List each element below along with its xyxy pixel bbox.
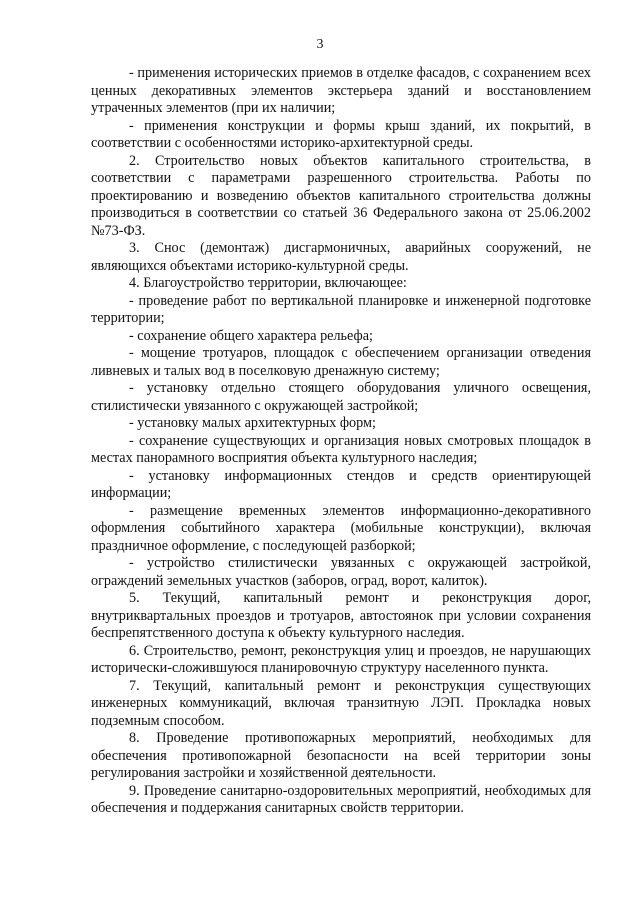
- paragraph: - применения конструкции и формы крыш зданий, их покрытий, в соответствии с особенностями историко-архитектурной среды.: [91, 117, 591, 151]
- paragraph: 9. Проведение санитарно-оздоровительных мероприятий, необходимых для обеспечения и поддержания санитарных свойств территории.: [91, 782, 591, 816]
- paragraph: - применения исторических приемов в отделке фасадов, с сохранением всех ценных декоративных элементов экстерьера зданий и восстановлением утраченных элементов (при их наличии;: [91, 65, 591, 116]
- paragraph: - размещение временных элементов информационно-декоративного оформления событийного характера (мобильные конструкции), включая праздничное оформление, с последующей разборкой;: [91, 502, 591, 554]
- paragraph: 7. Текущий, капитальный ремонт и реконструкция существующих инженерных коммуникаций, включая транзитную ЛЭП. Прокладка новых подземным способом.: [91, 677, 591, 729]
- paragraph: - проведение работ по вертикальной планировке и инженерной подготовке территории;: [91, 292, 591, 326]
- paragraph: 8. Проведение противопожарных мероприятий, необходимых для обеспечения противопожарной безопасности на всей территории зоны регулирования застройки и хозяйственной деятельности.: [91, 730, 591, 781]
- paragraph: 4. Благоустройство территории, включающее:: [129, 275, 407, 291]
- paragraph: 5. Текущий, капитальный ремонт и реконструкция дорог, внутриквартальных проездов и тротуаров, автостоянок при условии сохранения беспрепятственного доступа к объекту культурного наследия.: [91, 590, 591, 641]
- paragraph: 3. Снос (демонтаж) дисгармоничных, аварийных сооружений, не являющихся объектами историко-культурной среды.: [91, 240, 591, 274]
- paragraph: - мощение тротуаров, площадок с обеспечением организации отведения ливневых и талых вод в поселковую дренажную систему;: [91, 345, 591, 379]
- paragraph: - сохранение общего характера рельефа;: [129, 327, 373, 344]
- paragraph: - сохранение существующих и организация новых смотровых площадок в местах панорамного восприятия объекта культурного наследия;: [91, 432, 591, 466]
- page-number: 3: [316, 37, 324, 52]
- paragraph: - установку информационных стендов и средств ориентирующей информации;: [91, 467, 591, 501]
- paragraph: 2. Строительство новых объектов капитального строительства, в соответствии с параметрами разрешенного строительства. Работы по проектированию и возведению объектов капитального строительства должны производиться в соответствии со статьей 36 Федерального закона от 25.06.2002 №73-ФЗ.: [91, 152, 591, 239]
- paragraph: 6. Строительство, ремонт, реконструкция улиц и проездов, не нарушающих исторически-сложившуюся планировочную структуру населенного пункта.: [91, 642, 591, 676]
- paragraph: - устройство стилистически увязанных с окружающей застройкой, ограждений земельных участков (заборов, оград, ворот, калиток).: [91, 555, 591, 589]
- document-body: [91, 65, 591, 818]
- paragraph: - установку отдельно стоящего оборудования уличного освещения, стилистически увязанного с окружающей застройкой;: [91, 380, 591, 414]
- paragraph: - установку малых архитектурных форм;: [129, 415, 376, 431]
